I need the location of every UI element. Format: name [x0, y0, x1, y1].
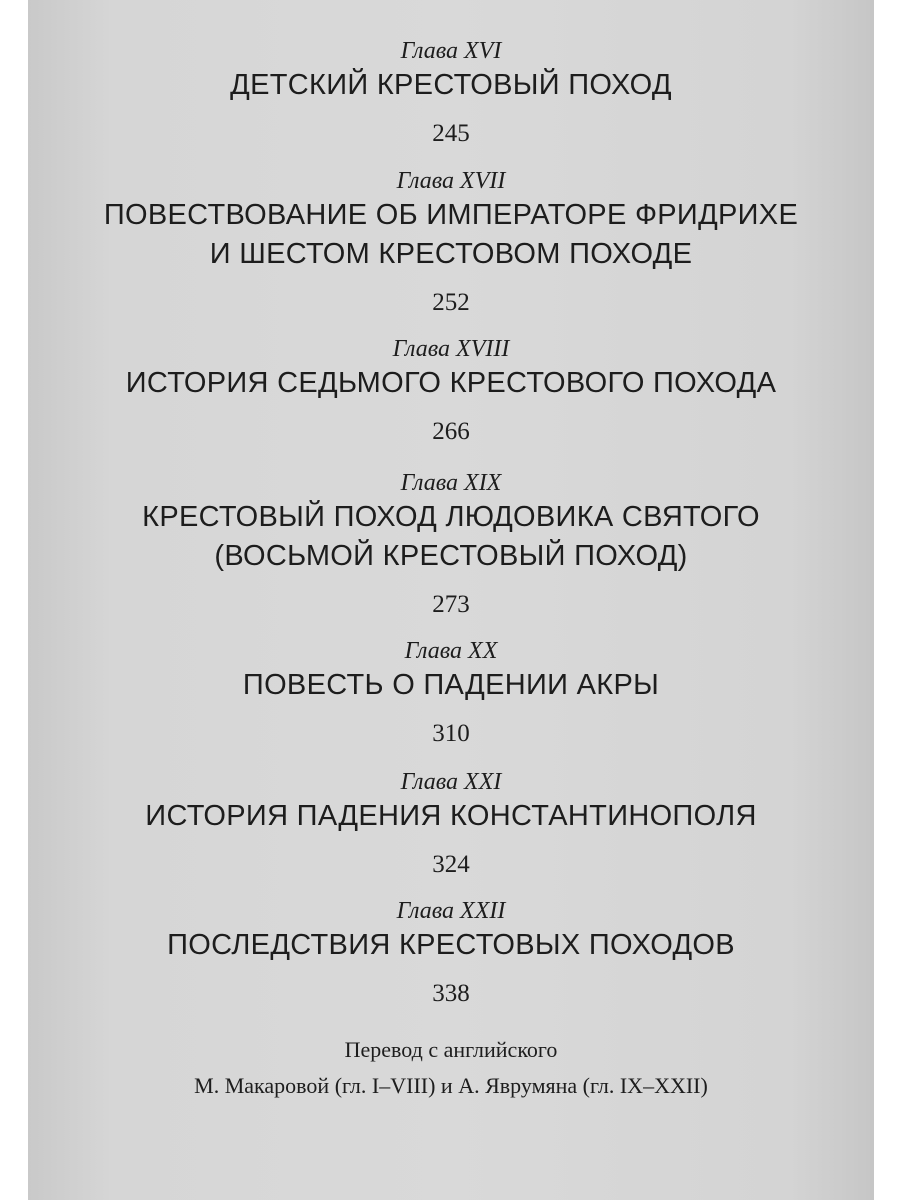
toc-entry-xxi — [28, 767, 874, 880]
credits-line-2: М. Макаровой (гл. I–VIII) и А. Яврумяна (гл. IX–XXII) — [194, 1073, 708, 1098]
toc-entry-xix — [28, 468, 874, 620]
credits-line-1: Перевод с английского — [344, 1037, 558, 1062]
page-number: 273 — [432, 591, 470, 618]
page-number: 266 — [432, 418, 470, 445]
page-number: 324 — [432, 851, 470, 878]
book-page — [28, 0, 874, 1200]
page-number: 338 — [432, 980, 470, 1007]
toc-entry-xvii — [28, 166, 874, 318]
chapter-title: ПОВЕСТЬ О ПАДЕНИИ АКРЫ — [242, 669, 660, 701]
chapter-title: ПОСЛЕДСТВИЯ КРЕСТОВЫХ ПОХОДОВ — [167, 929, 735, 961]
chapter-title-line-2: (ВОСЬМОЙ КРЕСТОВЫЙ ПОХОД) — [214, 540, 688, 572]
chapter-label: Глава XXI — [400, 769, 502, 795]
page-number: 310 — [432, 720, 470, 747]
chapter-label: Глава XX — [404, 638, 498, 664]
chapter-title: ИСТОРИЯ СЕДЬМОГО КРЕСТОВОГО ПОХОДА — [125, 367, 777, 399]
chapter-title: ДЕТСКИЙ КРЕСТОВЫЙ ПОХОД — [230, 69, 672, 101]
chapter-label: Глава XIX — [400, 470, 502, 496]
chapter-title: КРЕСТОВЫЙ ПОХОД ЛЮДОВИКА СВЯТОГО — [142, 501, 760, 533]
chapter-title: ИСТОРИЯ ПАДЕНИЯ КОНСТАНТИНОПОЛЯ — [145, 800, 757, 832]
chapter-label: Глава XVII — [396, 168, 506, 194]
chapter-label: Глава XVI — [400, 38, 502, 64]
toc-entry-xvi — [28, 36, 874, 149]
toc-entry-xxii — [28, 896, 874, 1009]
toc-entry-xviii — [28, 334, 874, 447]
toc-entry-xx — [28, 636, 874, 749]
page-number: 245 — [432, 120, 470, 147]
chapter-label: Глава XVIII — [392, 336, 510, 362]
chapter-title: ПОВЕСТВОВАНИЕ ОБ ИМПЕРАТОРЕ ФРИДРИХЕ — [103, 199, 799, 231]
page-number: 252 — [432, 289, 470, 316]
translation-credits — [28, 1032, 874, 1104]
chapter-title-line-2: И ШЕСТОМ КРЕСТОВОМ ПОХОДЕ — [209, 238, 693, 270]
chapter-label: Глава XXII — [396, 898, 506, 924]
